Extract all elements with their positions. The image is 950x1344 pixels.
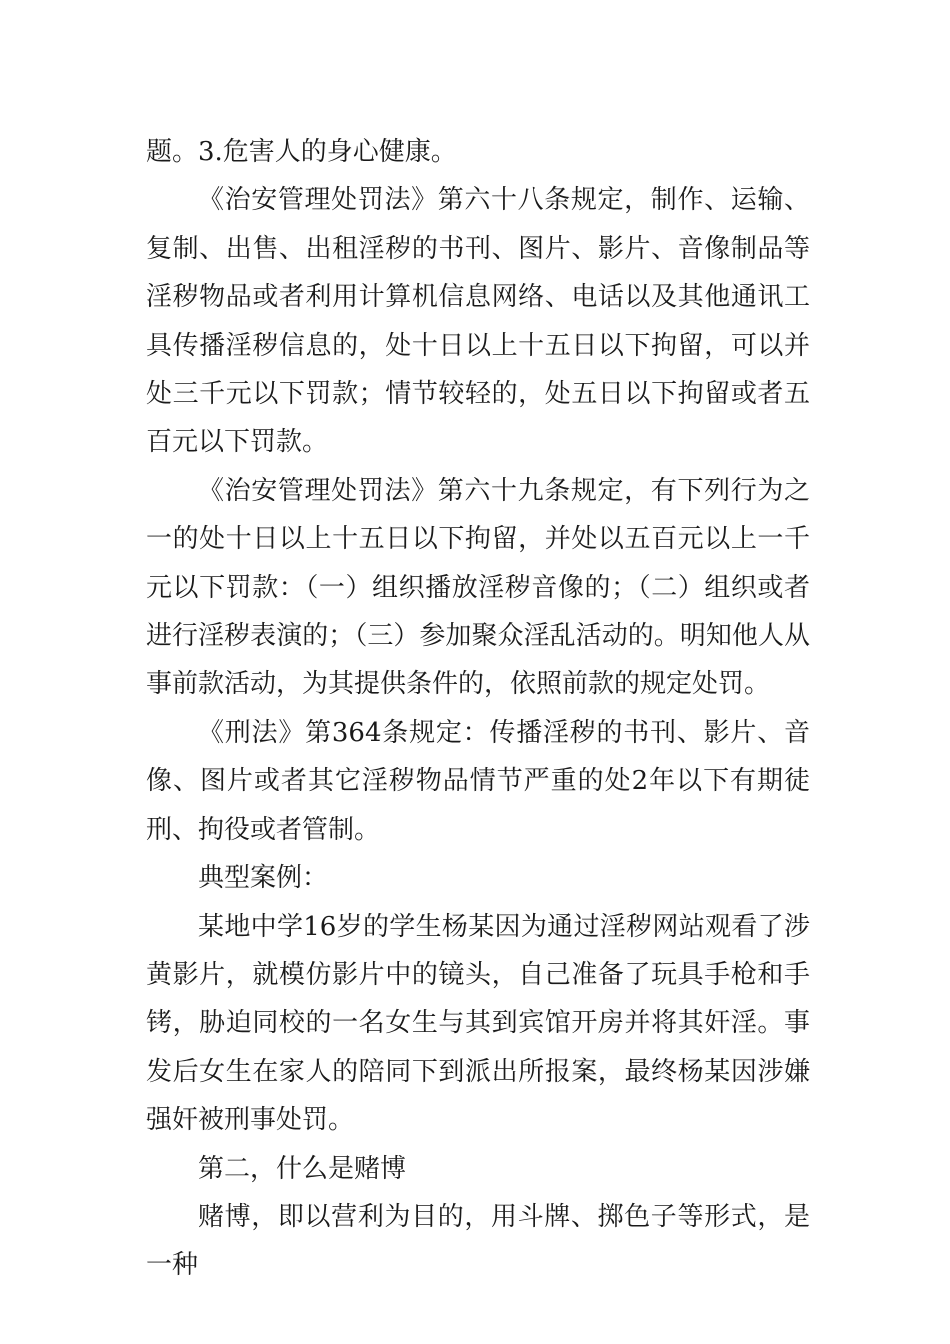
paragraph-article-68: 《治安管理处罚法》第六十八条规定，制作、运输、复制、出售、出租淫秽的书刊、图片、影片、音像制品等淫秽物品或者利用计算机信息网络、电话以及其他通讯工具传播淫秽信息的，处十日以上十五日以下拘留，可以并处三千元以下罚款；情节较轻的，处五日以下拘留或者五百元以下罚款。 <box>146 185 810 458</box>
paragraph-criminal-law-364: 《刑法》第364条规定：传播淫秽的书刊、影片、音像、图片或者其它淫秽物品情节严重的处2年以下有期徒刑、拘役或者管制。 <box>146 717 810 845</box>
section-heading-gambling: 第二，什么是赌博 <box>198 1153 407 1184</box>
paragraph-article-69: 《治安管理处罚法》第六十九条规定，有下列行为之一的处十日以上十五日以下拘留，并处以五百元以上一千元以下罚款：（一）组织播放淫秽音像的；（二）组织或者进行淫秽表演的；（三）参加聚众淫乱活动的。明知他人从事前款活动，为其提供条件的，依照前款的规定处罚。 <box>146 475 810 700</box>
paragraph-typical-case: 某地中学16岁的学生杨某因为通过淫秽网站观看了涉黄影片，就模仿影片中的镜头，自己准备了玩具手枪和手铐，胁迫同校的一名女生与其到宾馆开房并将其奸淫。事发后女生在家人的陪同下到派出所报案，最终杨某因涉嫌强奸被刑事处罚。 <box>146 911 810 1136</box>
paragraph-typical-case-heading: 典型案例： <box>198 863 329 894</box>
paragraph-gambling-definition: 赌博，即以营利为目的，用斗牌、掷色子等形式，是一种 <box>146 1201 810 1281</box>
paragraph-health-harm: 题。3.危害人的身心健康。 <box>146 137 457 167</box>
document-body <box>146 128 810 1290</box>
